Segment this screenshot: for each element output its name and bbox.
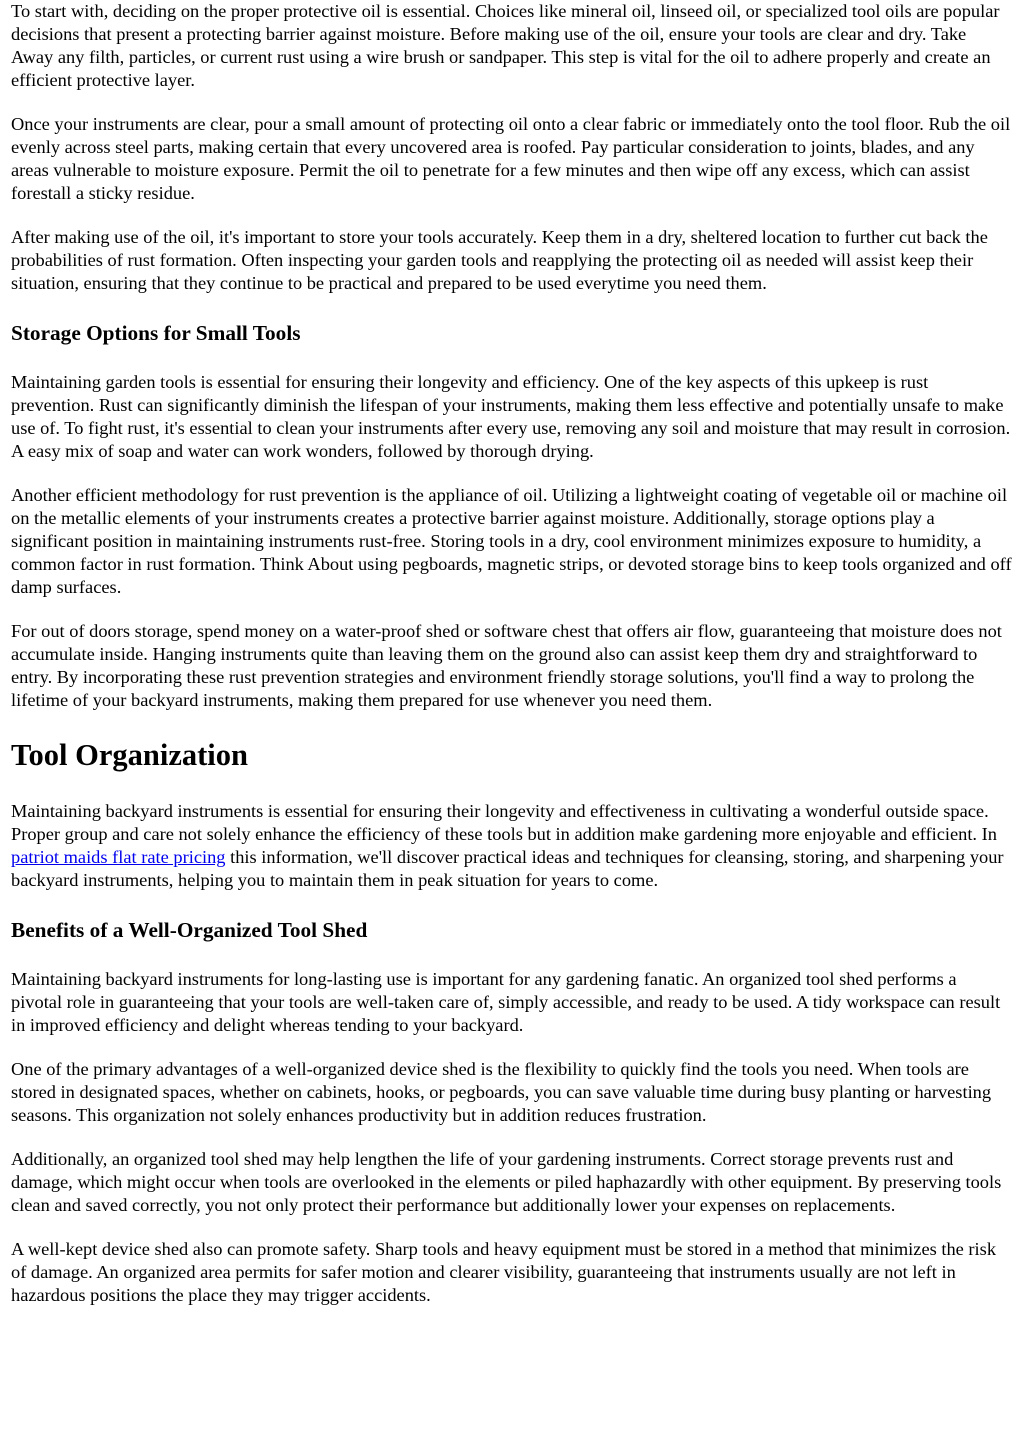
paragraph-rust-prevention: Maintaining garden tools is essential for ensuring their longevity and efficiency. One of the key aspects of this upkeep is rust prevention. Rust can significantly diminish the lifespan of your instruments, making them less effective and potentially unsafe to make use of. To fight rust, it's essential to clean your instruments after every use, removing any soil and moisture that may result in corrosion. A easy mix of soap and water can work wonders, followed by thorough drying. (11, 372, 1011, 461)
paragraph-oil-application: Once your instruments are clear, pour a small amount of protecting oil onto a clear fabric or immediately onto the tool floor. Rub the oil evenly across steel parts, making certain that every uncovered area is roofed. Pay particular consideration to joints, blades, and any areas vulnerable to moisture exposure. Permit the oil to penetrate for a few minutes and then wipe off any excess, which can assist forestall a sticky residue. (11, 114, 1011, 203)
paragraph-shed-lifespan: Additionally, an organized tool shed may help lengthen the life of your gardening instruments. Correct storage prevents rust and damage, which might occur when tools are overlooked in the elements or piled haphazardly with other equipment. By preserving tools clean and saved correctly, you not only protect their performance but additionally lower your expenses on replacements. (11, 1149, 1002, 1215)
paragraph-oil-storage: After making use of the oil, it's important to store your tools accurately. Keep them in a dry, sheltered location to further cut back the probabilities of rust formation. Often inspecting your garden tools and reapplying the protecting oil as needed will assist keep their situation, ensuring that they continue to be practical and prepared to be used everytime you need them. (11, 227, 988, 293)
paragraph-shed-intro: Maintaining backyard instruments for long-lasting use is important for any gardening fanatic. An organized tool shed performs a pivotal role in guaranteeing that your tools are well-taken care of, simply accessible, and ready to be used. A tidy workspace can result in improved efficiency and delight whereas tending to your backyard. (11, 969, 1001, 1035)
patriot-maids-link[interactable]: patriot maids flat rate pricing (11, 847, 226, 867)
paragraph-outdoor-storage: For out of doors storage, spend money on a water-proof shed or software chest that offers air flow, guaranteeing that moisture does not accumulate inside. Hanging instruments quite than leaving them on the ground also can assist keep them dry and straightforward to entry. By incorporating these rust prevention strategies and environment friendly storage solutions, you'll find a way to prolong the lifetime of your backyard instruments, making them prepared for use whenever you need them. (11, 621, 1002, 710)
article-body (11, 0, 1012, 1307)
paragraph-shed-safety: A well-kept device shed also can promote safety. Sharp tools and heavy equipment must be stored in a method that minimizes the risk of damage. An organized area permits for safer motion and clearer visibility, guaranteeing that instruments usually are not left in hazardous positions the place they may trigger accidents. (11, 1239, 997, 1305)
paragraph-shed-find-tools: One of the primary advantages of a well-organized device shed is the flexibility to quickly find the tools you need. When tools are stored in designated spaces, whether on cabinets, hooks, or pegboards, you can save valuable time during busy planting or harvesting seasons. This organization not solely enhances productivity but in addition reduces frustration. (11, 1059, 992, 1125)
heading-tool-organization: Tool Organization (11, 738, 248, 772)
paragraph-oil-choice: To start with, deciding on the proper protective oil is essential. Choices like mineral oil, linseed oil, or specialized tool oils are popular decisions that present a protecting barrier against moisture. Before making use of the oil, ensure your tools are clear and dry. Take Away any filth, particles, or current rust using a wire brush or sandpaper. This step is vital for the oil to adhere properly and create an efficient protective layer. (11, 1, 1000, 90)
paragraph-oil-method: Another efficient methodology for rust prevention is the appliance of oil. Utilizing a lightweight coating of vegetable oil or machine oil on the metallic elements of your instruments creates a protective barrier against moisture. Additionally, storage options play a significant position in maintaining instruments rust-free. Storing tools in a dry, cool environment minimizes exposure to humidity, a common factor in rust formation. Think About using pegboards, magnetic strips, or devoted storage bins to keep tools organized and off damp surfaces. (11, 485, 1012, 597)
heading-tool-shed-benefits: Benefits of a Well-Organized Tool Shed (11, 918, 368, 942)
heading-storage-options: Storage Options for Small Tools (11, 321, 301, 345)
intro-text-before-link: Maintaining backyard instruments is essential for ensuring their longevity and effectiveness in cultivating a wonderful outside space. Proper group and care not solely enhance the efficiency of these tools but in addition make gardening more enjoyable and efficient. In (11, 801, 997, 844)
paragraph-organization-intro (11, 800, 1012, 892)
intro-text-after-link: this information, we'll discover practical ideas and techniques for cleansing, storing, and sharpening your backyard instruments, helping you to maintain them in peak situation for years to come. (11, 847, 1004, 890)
